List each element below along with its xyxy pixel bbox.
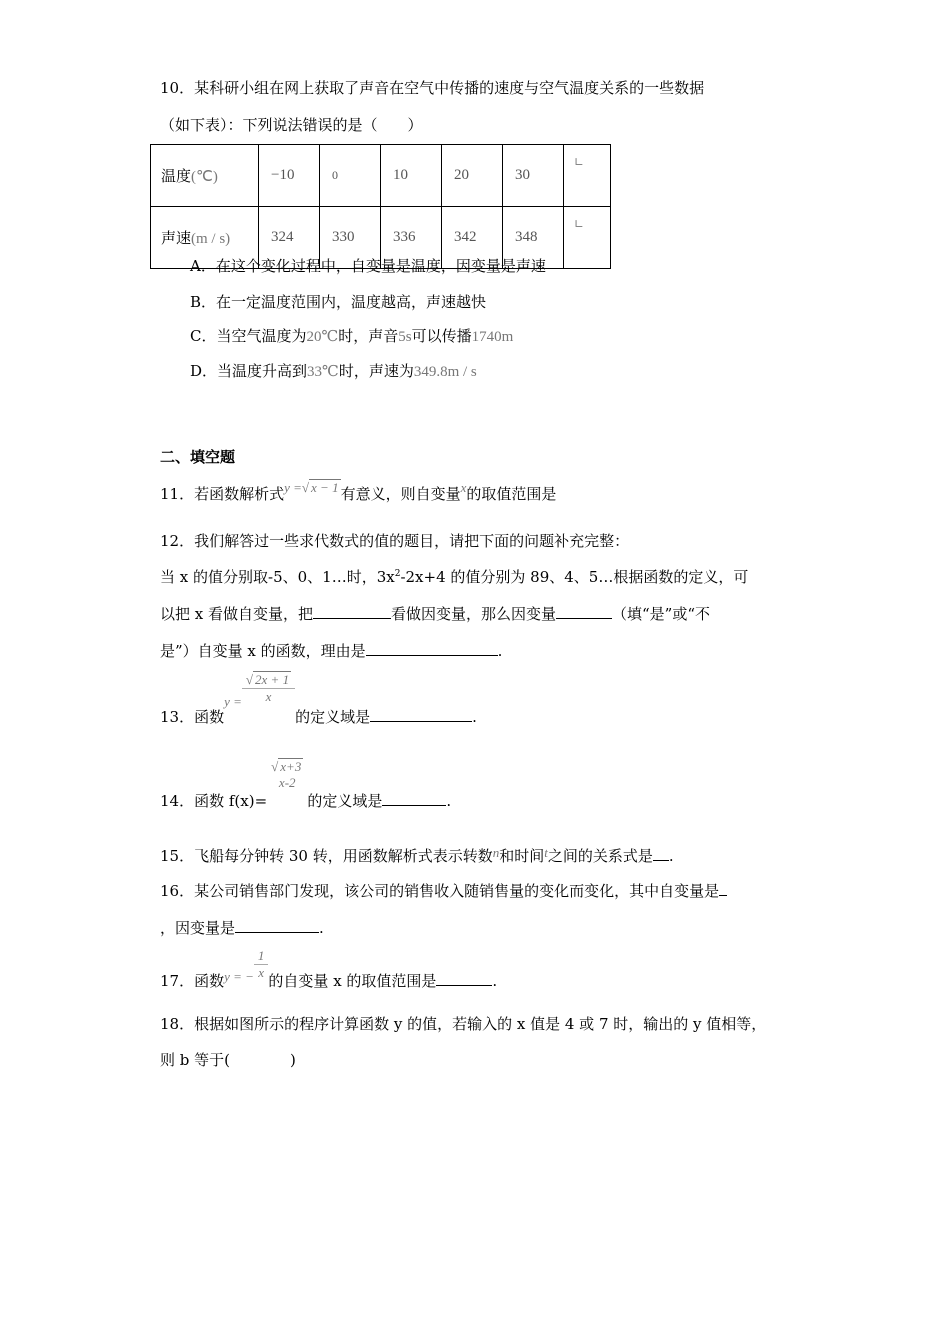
answer-blank[interactable] — [436, 971, 492, 986]
row-label-temperature: 温度 — [161, 167, 192, 185]
q12-line3: 以把 x 看做自变量，把 看做因变量，那么因变量 （填“是”或“不 — [160, 605, 711, 623]
q12-line1: 12．我们解答过一些求代数式的值的题目，请把下面的问题补充完整： — [160, 532, 630, 550]
q10-stem-line2: （如下表）：下列说法错误的是（ ） — [160, 116, 423, 134]
table-cell: 30 — [503, 145, 564, 207]
answer-blank[interactable] — [235, 918, 319, 933]
table-cell: 348 — [503, 207, 564, 269]
q10-data-table — [150, 144, 611, 269]
sqrt-icon: √ — [245, 672, 254, 687]
q16-line2: ，因变量是 . — [160, 919, 324, 937]
q17: 17．函数y = − $\frac{1}{x}$ 的自变量 x 的取值范围是 . — [160, 948, 498, 990]
q10-stem-line1: 10．某科研小组在网上获取了声音在空气中传播的速度与空气温度关系的一些数据 — [160, 79, 705, 97]
fraction: √ x+3 x-2 — [271, 759, 302, 790]
answer-blank[interactable] — [366, 641, 498, 656]
q14: 14．函数 f(x)= √ x+3 x-2 的定义域是 . — [160, 759, 452, 810]
answer-blank[interactable] — [313, 604, 391, 619]
q13: 13．函数y = $\frac{√ 2x + 1}{x}$ 的定义域是 . — [160, 672, 477, 726]
math-value: 5s — [398, 329, 412, 345]
var-x: x — [460, 480, 467, 495]
table-cell: 20 — [442, 145, 503, 207]
table-cell: 342 — [442, 207, 503, 269]
q10-option-a: A．在这个变化过程中，自变量是温度，因变量是声速 — [190, 257, 546, 275]
fraction: $\frac{√ 2x + 1}{x}$ — [242, 671, 295, 705]
q15: 15．飞船每分钟转 30 转，用函数解析式表示转数n和时间t之间的关系式是 . — [160, 845, 674, 865]
answer-blank[interactable] — [556, 604, 612, 619]
unit-celsius: (℃) — [191, 169, 218, 185]
row-label-speed: 声速 — [161, 229, 192, 247]
math-value: 20℃ — [306, 329, 339, 345]
table-cell: −10 — [259, 145, 320, 207]
formula-lhs: y = — [224, 694, 242, 709]
q12-line2: 当 x 的值分别取-5、0、1…时，$3x^2-2x+4$ 的值分别为 89、4、5…根据函数的定义，可 — [160, 568, 749, 586]
formula-radicand: x − 1 — [311, 480, 339, 495]
math-value: 1740m — [471, 329, 514, 345]
table-cell: 10 — [381, 145, 442, 207]
q10-option-c: C．当空气温度为20℃时，声音5s可以传播1740m — [190, 327, 514, 345]
unit-mps: (m / s) — [191, 231, 231, 247]
fraction: $\frac{1}{x}$ — [254, 948, 269, 981]
answer-blank[interactable] — [653, 846, 669, 861]
q18-line2: 则 b 等于( ) — [160, 1051, 296, 1069]
math-value: 349.8m / s — [413, 364, 477, 380]
q10-option-b: B．在一定温度范围内，温度越高，声速越快 — [190, 293, 487, 311]
q11: 11．若函数解析式y =√ x − 1 有意义，则自变量x的取值范围是 — [160, 480, 557, 503]
table-cell: 0 — [320, 145, 381, 207]
q18-line1: 18．根据如图所示的程序计算函数 y 的值，若输入的 x 值是 4 或 7 时，输出的 y 值相等， — [160, 1015, 767, 1033]
table-end-mark: ∟ — [564, 145, 611, 207]
table-end-mark: ∟ — [564, 207, 611, 269]
table-cell: 324 — [259, 207, 320, 269]
formula-lhs: y = − — [224, 968, 254, 984]
var-t: t — [544, 845, 548, 860]
sqrt-icon: √ — [301, 480, 310, 495]
answer-blank[interactable] — [719, 881, 727, 896]
sqrt-icon: √ — [271, 759, 279, 774]
answer-blank[interactable] — [382, 791, 446, 806]
q16-line1: 16．某公司销售部门发现，该公司的销售收入随销售量的变化而变化，其中自变量是 — [160, 880, 727, 901]
answer-blank[interactable] — [370, 707, 472, 722]
formula-lhs: y = — [284, 480, 302, 495]
section-title: 二、填空题 — [160, 448, 236, 466]
table-cell: 336 — [381, 207, 442, 269]
table-cell: 330 — [320, 207, 381, 269]
table-row-temperature — [151, 145, 611, 207]
q10-option-d: D．当温度升高到33℃时，声速为349.8m / s — [190, 362, 477, 380]
math-value: 33℃ — [307, 364, 339, 380]
var-n: n — [492, 845, 500, 860]
q12-line4: 是”）自变量 x 的函数，理由是 . — [160, 642, 503, 660]
